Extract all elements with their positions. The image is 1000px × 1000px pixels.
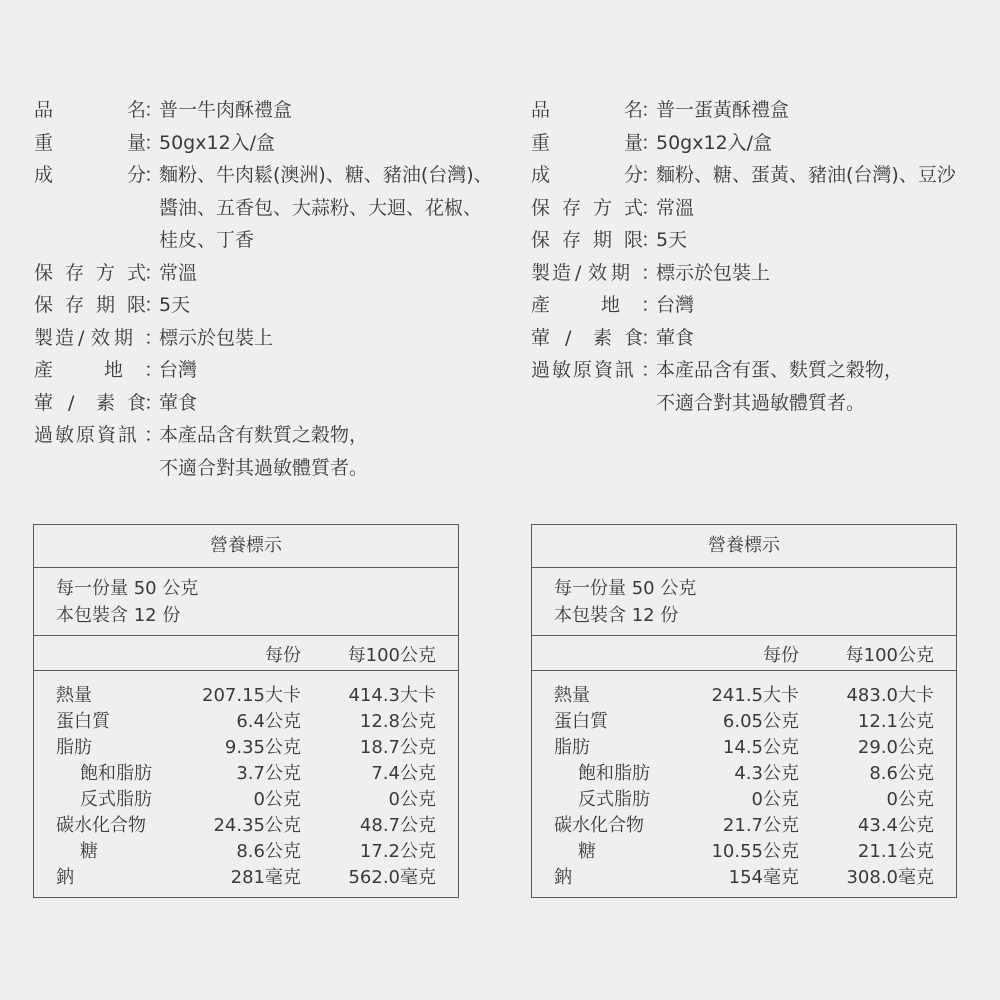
label-char: 食 [624,326,644,349]
col-per-100g: 每100公克 [347,645,436,666]
nutrient-name: 熱量 [554,685,590,706]
nutrient-name: 脂肪 [554,737,590,758]
col-per-100g: 每100公克 [845,645,934,666]
allergen-row-cont [34,452,514,485]
label-char: 產 [34,359,54,381]
nutrient-per-100g: 43.4公克 [857,815,934,836]
colon: ： [144,261,164,284]
label-char: 期 [593,229,613,251]
weight-row [34,127,514,160]
colon: ： [641,359,661,381]
shelf-life-row [531,224,991,257]
ingredients-row-cont [34,224,514,257]
shelf-life-value: 5天 [656,229,688,251]
label-char: 分 [624,164,644,186]
nutrient-name: 糖 [80,841,98,862]
storage-label [34,257,147,290]
nutrient-per-100g: 414.3大卡 [348,685,436,706]
spacer [34,452,144,485]
weight-row [531,127,991,160]
nutrient-row [532,709,956,735]
colon: ： [641,261,661,284]
label-char: 製 [531,261,551,284]
storage-row [531,192,991,225]
spacer [144,192,159,225]
serving-size: 每一份量 50 公克 [554,578,697,599]
label-char: 地 [104,359,124,381]
date-value: 標示於包裝上 [159,326,274,349]
date-row [531,257,991,290]
spacer [34,224,144,257]
servings-per-pack: 本包裝含 12 份 [554,605,679,626]
nutrient-per-100g: 12.8公克 [359,711,436,732]
label-char: 方 [593,196,613,219]
label-char: 名 [127,99,147,121]
label-char: 式 [127,261,147,284]
nutrient-name: 碳水化合物 [554,815,644,836]
nutrient-row [532,839,956,865]
nutrient-row [532,787,956,813]
nutrition-title: 營養標示 [532,525,956,568]
ingredients-line-2: 醬油、五香包、大蒜粉、大迴、花椒、 [159,196,483,219]
storage-row [34,257,514,290]
date-value: 標示於包裝上 [656,261,771,284]
product-name-row [34,94,514,127]
nutrient-per-100g: 562.0毫克 [348,867,436,888]
nutrient-name: 飽和脂肪 [578,763,650,784]
label-char: 期 [611,261,631,284]
label-char: 存 [65,261,85,284]
label-char: / [565,326,572,349]
nutrient-per-serving: 0公克 [751,789,799,810]
allergen-label [531,354,641,387]
allergen-line-1: 本產品含有麩質之穀物， [159,424,369,446]
allergen-row [531,354,991,387]
label-char: 製 [34,326,54,349]
col-per-serving: 每份 [763,645,799,666]
shelf-life-value: 5天 [159,294,191,316]
label-char: 過 [34,424,54,446]
diet-row [34,387,514,420]
diet-value: 葷食 [159,391,198,414]
nutrient-per-serving: 24.35公克 [213,815,301,836]
nutrient-rows [34,671,458,891]
nutrient-per-serving: 4.3公克 [734,763,799,784]
ingredients-row-cont [34,192,514,225]
spacer [531,387,641,420]
colon: ： [641,326,661,349]
label-char: 存 [65,294,85,316]
origin-label [531,289,641,322]
label-char: 過 [531,359,551,381]
label-char: 限 [624,229,644,251]
label-char: / [68,391,75,414]
label-char: 品 [34,99,54,121]
nutrient-per-100g: 17.2公克 [359,841,436,862]
nutrient-row [532,813,956,839]
label-char: 資 [97,424,117,446]
label-char: 量 [624,131,644,154]
ingredients-line-1: 麵粉、牛肉鬆(澳洲)、糖、豬油(台灣)、 [159,164,493,186]
egg-yolk-pastry-info [531,94,991,419]
label-char: 素 [593,326,613,349]
ingredients-row [34,159,514,192]
label-char: 資 [594,359,614,381]
nutrient-per-100g: 12.1公克 [857,711,934,732]
col-per-serving: 每份 [265,645,301,666]
nutrient-name: 蛋白質 [56,711,110,732]
label-char: 成 [531,164,551,186]
label-char: 存 [562,229,582,251]
nutrient-name: 鈉 [56,867,74,888]
colon: ： [144,99,164,121]
label-char: 敏 [552,359,572,381]
nutrient-per-100g: 21.1公克 [857,841,934,862]
serving-info [34,568,458,636]
nutrient-row [34,787,458,813]
diet-value: 葷食 [656,326,695,349]
nutrient-per-serving: 154毫克 [728,867,799,888]
product-name-value: 普一蛋黃酥禮盒 [656,99,790,121]
colon: ： [144,359,164,381]
diet-label [34,387,147,420]
nutrient-per-100g: 0公克 [886,789,934,810]
label-char: 產 [531,294,551,316]
column-headers [532,636,956,671]
colon: ： [144,326,164,349]
origin-row [531,289,991,322]
nutrient-name: 鈉 [554,867,572,888]
label-char: 品 [531,99,551,121]
servings-per-pack: 本包裝含 12 份 [56,605,181,626]
nutrient-row [532,735,956,761]
nutrient-per-serving: 6.05公克 [722,711,799,732]
label-char: 重 [531,131,551,154]
column-headers [34,636,458,671]
spacer [144,224,159,257]
nutrient-row [34,683,458,709]
colon: ： [144,294,164,316]
spacer [144,452,159,485]
ingredients-line-3: 桂皮、丁香 [159,229,255,251]
nutrient-name: 脂肪 [56,737,92,758]
label-char: 訊 [118,424,138,446]
nutrient-row [532,761,956,787]
nutrient-per-100g: 48.7公克 [359,815,436,836]
label-char: 造 [552,261,572,284]
beef-pastry-info [34,94,514,484]
origin-label [34,354,144,387]
label-char: 食 [127,391,147,414]
nutrient-row [34,709,458,735]
nutrient-row [532,865,956,891]
nutrient-per-serving: 0公克 [253,789,301,810]
date-label [34,322,144,355]
weight-value: 50gx12入/盒 [656,131,773,154]
origin-row [34,354,514,387]
spacer [641,387,656,420]
nutrient-name: 反式脂肪 [578,789,650,810]
nutrient-per-100g: 308.0毫克 [846,867,934,888]
nutrient-name: 飽和脂肪 [80,763,152,784]
shelf-life-label [531,224,644,257]
nutrient-per-100g: 7.4公克 [371,763,436,784]
storage-value: 常溫 [656,196,695,219]
label-char: 原 [76,424,96,446]
serving-info [532,568,956,636]
label-char: 訊 [615,359,635,381]
colon: ： [641,229,661,251]
nutrient-row [34,761,458,787]
shelf-life-label [34,289,147,322]
nutrition-panel-beef [33,524,459,898]
allergen-row [34,419,514,452]
nutrient-row [34,839,458,865]
label-char: 量 [127,131,147,154]
nutrient-per-serving: 6.4公克 [236,711,301,732]
date-row [34,322,514,355]
label-char: 期 [96,294,116,316]
label-char: 葷 [531,326,551,349]
label-char: 保 [34,294,54,316]
label-char: 地 [601,294,621,316]
nutrient-row [34,813,458,839]
label-char: 效 [588,261,608,284]
label-char: 造 [55,326,75,349]
nutrient-per-100g: 0公克 [388,789,436,810]
nutrient-per-serving: 207.15大卡 [202,685,301,706]
nutrient-name: 熱量 [56,685,92,706]
label-char: 保 [34,261,54,284]
nutrient-name: 蛋白質 [554,711,608,732]
nutrient-name: 碳水化合物 [56,815,146,836]
product-name-row [531,94,991,127]
ingredients-row [531,159,991,192]
colon: ： [144,164,164,186]
colon: ： [641,294,661,316]
nutrient-per-serving: 9.35公克 [224,737,301,758]
label-char: 名 [624,99,644,121]
label-char: 重 [34,131,54,154]
nutrient-rows [532,671,956,891]
colon: ： [641,164,661,186]
allergen-line-2: 不適合對其過敏體質者。 [656,391,866,414]
nutrient-per-100g: 483.0大卡 [846,685,934,706]
nutrient-per-100g: 8.6公克 [869,763,934,784]
label-char: / [78,326,85,349]
label-char: 成 [34,164,54,186]
nutrient-row [532,683,956,709]
ingredients-value: 麵粉、糖、蛋黃、豬油(台灣)、豆沙 [656,164,956,186]
nutrient-row [34,735,458,761]
allergen-line-2: 不適合對其過敏體質者。 [159,456,369,479]
nutrient-per-serving: 241.5大卡 [711,685,799,706]
colon: ： [144,131,164,154]
label-char: 存 [562,196,582,219]
nutrient-per-serving: 3.7公克 [236,763,301,784]
colon: ： [641,99,661,121]
allergen-label [34,419,144,452]
label-char: 原 [573,359,593,381]
shelf-life-row [34,289,514,322]
allergen-line-1: 本產品含有蛋、麩質之穀物， [656,359,904,381]
nutrient-per-serving: 21.7公克 [722,815,799,836]
serving-size: 每一份量 50 公克 [56,578,199,599]
weight-label [34,127,147,160]
label-char: / [575,261,582,284]
spacer [34,192,144,225]
nutrient-per-serving: 10.55公克 [711,841,799,862]
nutrient-per-serving: 14.5公克 [722,737,799,758]
diet-label [531,322,644,355]
label-char: 期 [114,326,134,349]
label-char: 保 [531,229,551,251]
colon: ： [641,131,661,154]
colon: ： [144,424,164,446]
product-name-label [34,94,147,127]
diet-row [531,322,991,355]
colon: ： [144,391,164,414]
label-char: 素 [96,391,116,414]
nutrient-per-100g: 18.7公克 [359,737,436,758]
weight-label [531,127,644,160]
nutrient-name: 糖 [578,841,596,862]
ingredients-label [531,159,644,192]
nutrition-title: 營養標示 [34,525,458,568]
label-char: 分 [127,164,147,186]
label-char: 敏 [55,424,75,446]
nutrition-panel-egg-yolk [531,524,957,898]
product-name-label [531,94,644,127]
nutrient-per-serving: 281毫克 [230,867,301,888]
origin-value: 台灣 [159,359,198,381]
colon: ： [641,196,661,219]
weight-value: 50gx12入/盒 [159,131,276,154]
storage-label [531,192,644,225]
storage-value: 常溫 [159,261,198,284]
nutrient-row [34,865,458,891]
nutrient-name: 反式脂肪 [80,789,152,810]
date-label [531,257,641,290]
ingredients-label [34,159,147,192]
label-char: 限 [127,294,147,316]
label-char: 效 [91,326,111,349]
label-char: 保 [531,196,551,219]
label-char: 葷 [34,391,54,414]
origin-value: 台灣 [656,294,695,316]
nutrient-per-100g: 29.0公克 [857,737,934,758]
label-char: 方 [96,261,116,284]
product-name-value: 普一牛肉酥禮盒 [159,99,293,121]
label-char: 式 [624,196,644,219]
nutrient-per-serving: 8.6公克 [236,841,301,862]
allergen-row-cont [531,387,991,420]
